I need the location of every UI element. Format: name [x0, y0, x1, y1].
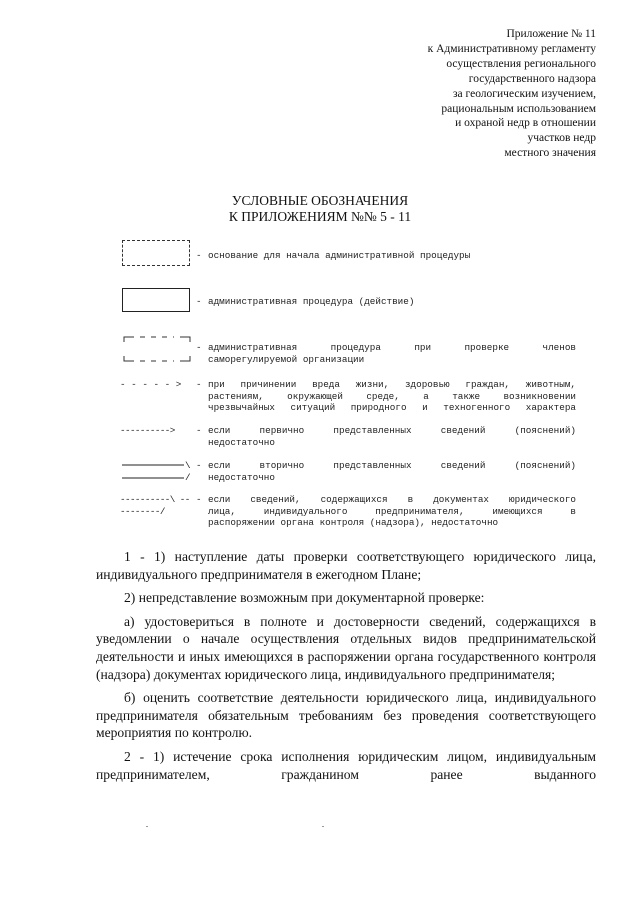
- paragraph-text: 2) непредставление возможным при документарной проверке:: [124, 590, 485, 606]
- legend-text: [208, 250, 576, 262]
- title-line-2: К ПРИЛОЖЕНИЯМ №№ 5 - 11: [228, 208, 412, 224]
- legend-line: недостаточно: [208, 436, 275, 448]
- dashed-fork-symbol: [120, 494, 198, 524]
- paragraph: [96, 689, 596, 742]
- arrow-glyphs: - - - - - >: [120, 379, 182, 390]
- legend-dash: -: [196, 250, 202, 261]
- legend-line: распоряжении органа контроля (надзора), недостаточно: [208, 517, 499, 529]
- appendix-line: участков недр: [527, 132, 596, 145]
- sparse-dashed-arrow-symbol: [120, 379, 198, 409]
- appendix-line: государственного надзора: [468, 72, 596, 85]
- legend-dash: -: [196, 379, 202, 390]
- fork-glyphs: ----------\ ----------/: [120, 494, 190, 517]
- legend-line: чрезвычайных ситуаций природного и техногенного характера: [208, 402, 576, 414]
- paragraph: [96, 613, 596, 683]
- legend-line: административная процедура (действие): [208, 296, 415, 307]
- appendix-line: рациональным использованием: [441, 102, 596, 115]
- legend-text: [208, 494, 576, 529]
- legend-dash: -: [196, 342, 202, 353]
- legend-text: [208, 296, 576, 308]
- legend-dash: -: [196, 494, 202, 505]
- legend-text: [208, 379, 576, 414]
- legend-line: растениям, окружающей среде, а также возникновении: [208, 390, 576, 402]
- legend-text: [208, 342, 576, 365]
- paragraph: [96, 589, 596, 607]
- appendix-line: к Административному регламенту: [427, 42, 596, 55]
- arrow-glyphs: ---------->: [120, 425, 175, 436]
- appendix-line: осуществления регионального: [446, 57, 596, 70]
- legend-text: [208, 425, 576, 448]
- paragraph-text: а) удостовериться в полноте и достоверности сведений, содержащихся в уведомлении о начале осуществления отдельных видов предпринимательской деятельности и иных имеющихся в распоряжении органа государственного контроля (надзора) документах юридического лица, индивидуального предпринимателя;: [96, 613, 596, 682]
- solid-box-symbol: [120, 288, 198, 318]
- scan-mark: [146, 826, 148, 827]
- legend-line: если вторично представленных сведений (пояснений): [208, 460, 576, 471]
- dashed-box-symbol: [120, 240, 198, 270]
- legend-line: административная процедура при проверке членов: [208, 342, 576, 353]
- solid-fork-symbol: [120, 460, 198, 490]
- legend-dash: -: [196, 296, 202, 307]
- legend-line: саморегулируемой организации: [208, 353, 365, 365]
- paragraph-text: 1 - 1) наступление даты проверки соответствующего юридического лица, индивидуального предпринимателя в ежегодном Плане;: [96, 549, 596, 582]
- legend-line: лица, индивидуального предпринимателя, имеющихся в: [208, 505, 576, 517]
- paragraph-text: 2 - 1) истечение срока исполнения юридическим лицом, индивидуальным предпринимателем, гражданином ранее выданного: [96, 748, 596, 782]
- scan-mark: [322, 826, 324, 827]
- appendix-line: за геологическим изучением,: [453, 87, 596, 100]
- legend-line: недостаточно: [208, 471, 275, 483]
- legend-line: если первично представленных сведений (пояснений): [208, 425, 576, 436]
- legend-dash: -: [196, 460, 202, 471]
- fork-glyphs: \ /: [185, 460, 191, 483]
- legend-line: если сведений, содержащихся в документах юридического: [208, 494, 576, 505]
- legend-dash: -: [196, 425, 202, 436]
- body-text: [96, 548, 596, 789]
- page-title: [0, 193, 640, 224]
- dashed-arrow-symbol: [120, 425, 198, 455]
- title-line-1: УСЛОВНЫЕ ОБОЗНАЧЕНИЯ: [231, 193, 409, 208]
- appendix-line: Приложение № 11: [506, 28, 596, 40]
- paragraph: [96, 548, 596, 583]
- appendix-line: местного значения: [504, 147, 596, 160]
- appendix-line: и охраной недр в отношении: [455, 117, 596, 130]
- paragraph-text: б) оценить соответствие деятельности юридического лица, индивидуального предпринимателя обязательным требованиям без проведения соответствующего мероприятия по контролю.: [96, 690, 596, 741]
- bracket-box-symbol: [120, 334, 198, 364]
- paragraph: [96, 748, 596, 783]
- legend-line: при причинении вреда жизни, здоровью граждан, животным,: [208, 379, 576, 390]
- legend-line: основание для начала административной процедуры: [208, 250, 471, 261]
- legend-text: [208, 460, 576, 483]
- appendix-header: [336, 27, 596, 161]
